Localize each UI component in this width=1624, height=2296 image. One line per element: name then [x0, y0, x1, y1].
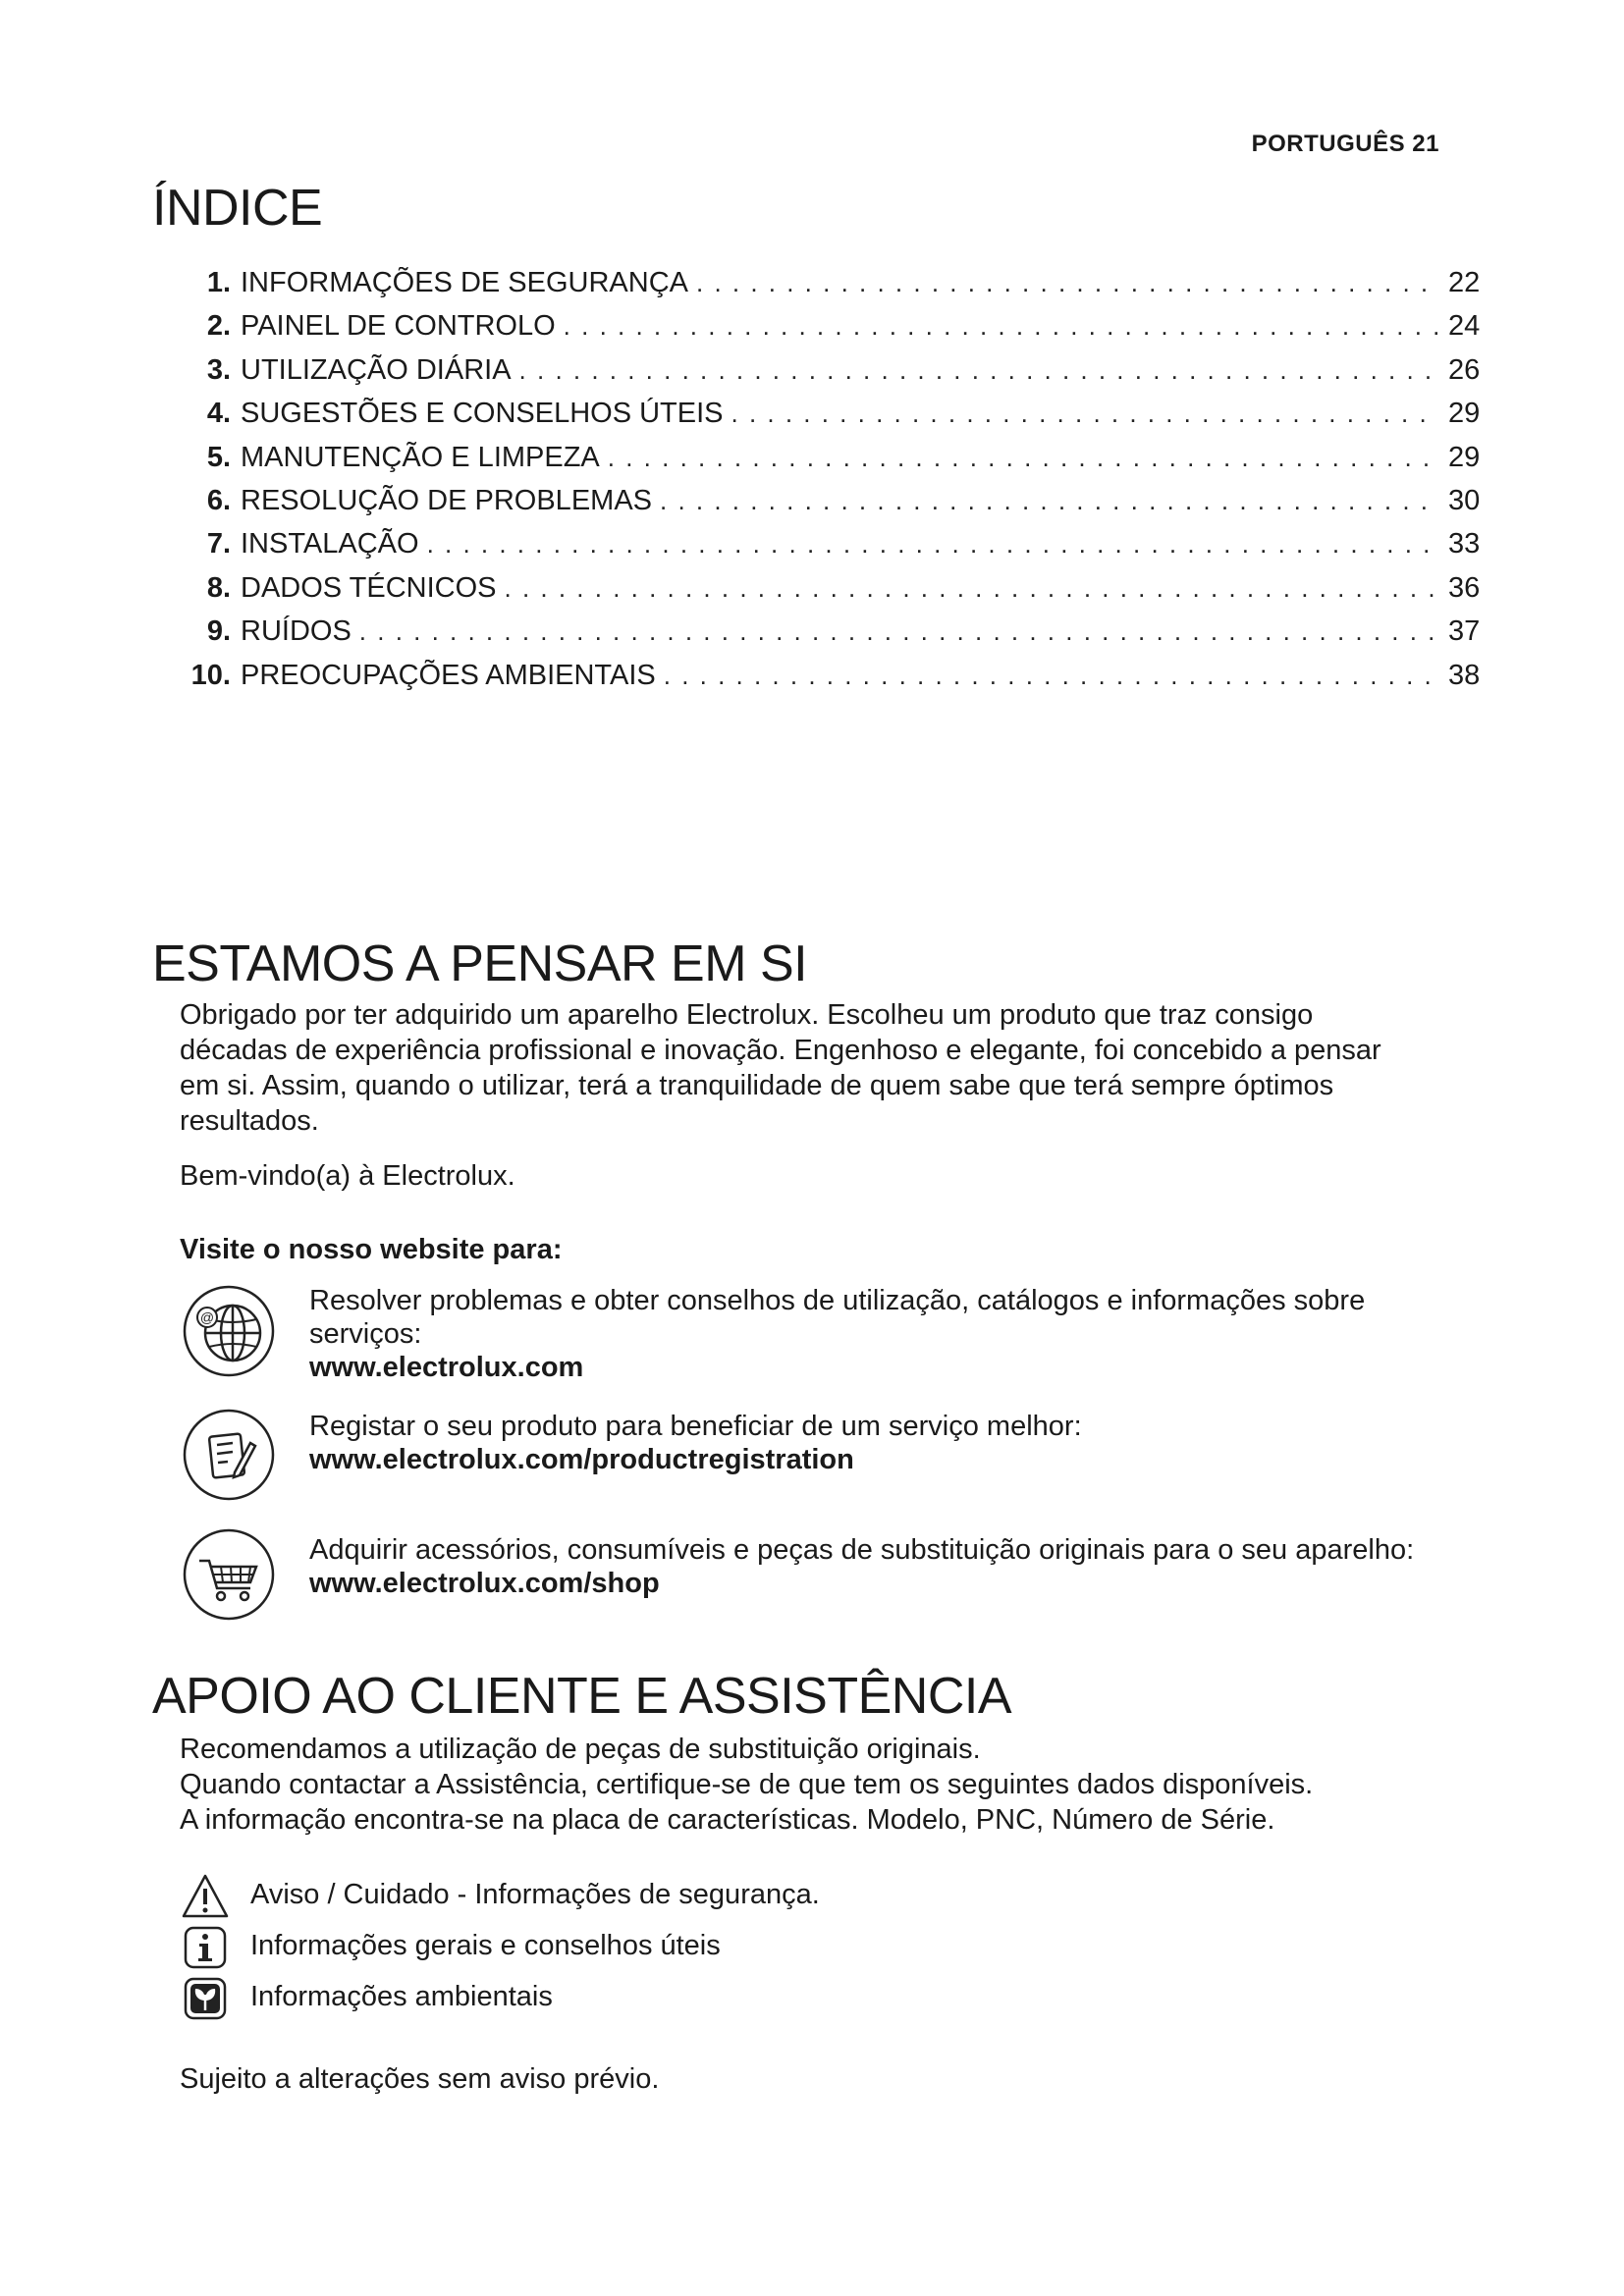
toc-leader: [664, 661, 1438, 691]
toc-title: RUÍDOS: [241, 615, 352, 648]
toc-page: 24: [1448, 310, 1481, 343]
toc-number: 3.: [206, 353, 231, 386]
toc-title: RESOLUÇÃO DE PROBLEMAS: [241, 484, 652, 516]
cart-icon: [182, 1527, 276, 1622]
toc-number: 8.: [206, 571, 231, 604]
web-item-text: [309, 1284, 1517, 1384]
support-line: Recomendamos a utilização de peças de substituição originais.: [180, 1734, 981, 1765]
warning-icon: [182, 1873, 229, 1920]
toc-title: UTILIZAÇÃO DIÁRIA: [241, 353, 512, 386]
toc-page: 29: [1448, 441, 1481, 473]
toc-row[interactable]: [182, 398, 1497, 441]
legend-item-warning: [182, 1873, 1065, 1916]
legend-item-info: [182, 1924, 1065, 1967]
toc-number: 4.: [206, 398, 231, 430]
toc-number: 2.: [206, 310, 231, 343]
toc-row[interactable]: [182, 267, 1497, 310]
toc-page: 29: [1448, 398, 1481, 430]
toc-title: MANUTENÇÃO E LIMPEZA: [241, 441, 600, 473]
toc-row[interactable]: [182, 310, 1497, 353]
web-item-line: Resolver problemas e obter conselhos de utilização, catálogos e informações sobre: [309, 1285, 1366, 1316]
toc-title: INSTALAÇÃO: [241, 528, 419, 561]
website-link[interactable]: www.electrolux.com/productregistration: [309, 1444, 854, 1475]
web-item-text: [309, 1410, 1517, 1476]
info-icon: [182, 1924, 229, 1971]
toc-title: SUGESTÕES E CONSELHOS ÚTEIS: [241, 398, 724, 430]
index-title: ÍNDICE: [152, 180, 323, 237]
toc-page: 26: [1448, 353, 1481, 386]
legend-text: Informações ambientais: [250, 1981, 553, 2012]
web-item-line: Adquirir acessórios, consumíveis e peças de substituição originais para o seu aparelho:: [309, 1534, 1415, 1566]
toc-page: 30: [1448, 484, 1481, 516]
toc-row[interactable]: [182, 528, 1497, 571]
welcome-text: Bem-vindo(a) à Electrolux.: [180, 1160, 515, 1192]
toc-row[interactable]: [182, 442, 1497, 485]
intro-line: décadas de experiência profissional e inovação. Engenhoso e elegante, foi concebido a pensar: [180, 1035, 1381, 1066]
toc-leader: [660, 486, 1438, 516]
toc-title: INFORMAÇÕES DE SEGURANÇA: [241, 267, 688, 298]
toc-row[interactable]: [182, 354, 1497, 398]
toc-leader: [519, 355, 1438, 386]
toc-leader: [359, 616, 1438, 647]
toc-number: 5.: [206, 441, 231, 473]
toc-title: PAINEL DE CONTROLO: [241, 310, 556, 343]
toc-row[interactable]: [182, 615, 1497, 659]
toc-page: 36: [1448, 571, 1481, 604]
intro-line: Obrigado por ter adquirido um aparelho Electrolux. Escolheu um produto que traz consigo: [180, 999, 1314, 1031]
footer-note: Sujeito a alterações sem aviso prévio.: [180, 2063, 660, 2095]
support-paragraph: [180, 1732, 1486, 1838]
toc-number: 10.: [190, 659, 231, 691]
legend-item-environment: [182, 1975, 1065, 2018]
page-header: PORTUGUÊS 21: [1251, 131, 1439, 157]
toc-row[interactable]: [182, 572, 1497, 615]
toc-page: 22: [1448, 267, 1481, 298]
toc-number: 7.: [206, 528, 231, 561]
toc-page: 37: [1448, 615, 1481, 648]
globe-icon: [182, 1284, 276, 1378]
toc-leader: [564, 311, 1438, 342]
web-item-line: serviços:: [309, 1318, 422, 1350]
support-line: A informação encontra-se na placa de características. Modelo, PNC, Número de Série.: [180, 1804, 1275, 1836]
support-title: APOIO AO CLIENTE E ASSISTÊNCIA: [152, 1668, 1012, 1725]
intro-paragraph: [180, 997, 1486, 1139]
toc-leader: [696, 268, 1438, 298]
intro-line: em si. Assim, quando o utilizar, terá a tranquilidade de quem sabe que terá sempre óptimos: [180, 1070, 1334, 1101]
intro-line: resultados.: [180, 1105, 319, 1137]
toc-leader: [427, 529, 1438, 560]
environment-icon: [182, 1975, 229, 2022]
toc-leader: [608, 443, 1438, 473]
legend-text: Aviso / Cuidado - Informações de segurança.: [250, 1879, 820, 1910]
website-link[interactable]: www.electrolux.com/shop: [309, 1568, 660, 1599]
table-of-contents: [182, 267, 1497, 703]
toc-number: 1.: [206, 267, 231, 298]
toc-row[interactable]: [182, 660, 1497, 703]
web-item-line: Registar o seu produto para beneficiar de um serviço melhor:: [309, 1411, 1082, 1442]
legend-text: Informações gerais e conselhos úteis: [250, 1930, 721, 1961]
toc-page: 33: [1448, 528, 1481, 561]
toc-number: 6.: [206, 484, 231, 516]
register-icon: [182, 1408, 276, 1502]
toc-title: PREOCUPAÇÕES AMBIENTAIS: [241, 659, 656, 691]
web-item-text: [309, 1533, 1517, 1600]
visit-heading: Visite o nosso website para:: [180, 1234, 563, 1265]
svg-text:@: @: [199, 1309, 215, 1325]
support-line: Quando contactar a Assistência, certifique-se de que tem os seguintes dados disponíveis.: [180, 1769, 1314, 1800]
toc-leader: [505, 573, 1438, 604]
toc-page: 38: [1448, 659, 1481, 691]
toc-title: DADOS TÉCNICOS: [241, 571, 497, 604]
website-link[interactable]: www.electrolux.com: [309, 1352, 584, 1383]
thinking-title: ESTAMOS A PENSAR EM SI: [152, 935, 808, 992]
toc-row[interactable]: [182, 485, 1497, 528]
toc-number: 9.: [206, 615, 231, 648]
toc-leader: [731, 399, 1439, 429]
